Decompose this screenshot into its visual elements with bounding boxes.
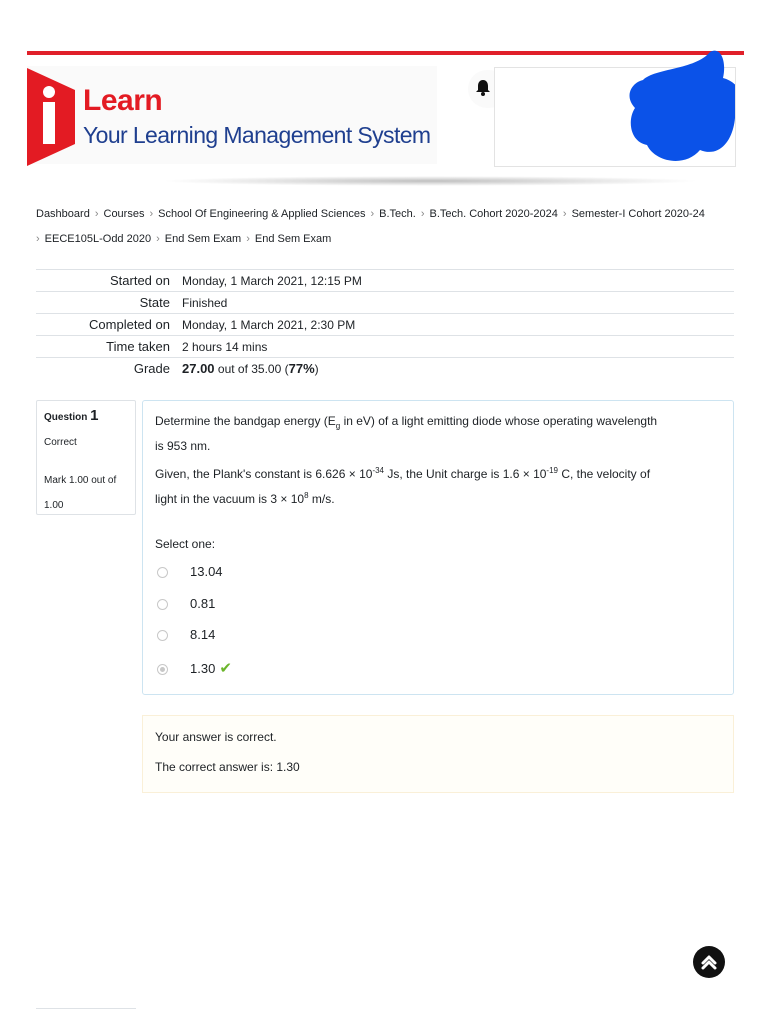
summary-row-time (36, 336, 734, 358)
breadcrumb-item[interactable]: End Sem Exam (164, 233, 242, 245)
option-label: 1.30 (190, 661, 216, 676)
breadcrumb-item[interactable]: Dashboard (36, 208, 90, 220)
header-shadow (160, 176, 700, 186)
question-number-value: 1 (90, 407, 99, 424)
chevron-right-icon: › (370, 208, 375, 220)
chevron-right-icon: › (149, 208, 154, 220)
grade-out-of: out of 35.00 ( (217, 362, 289, 376)
exponent: 8 (304, 491, 309, 500)
summary-row-completed (36, 314, 734, 336)
redaction-scribble (495, 50, 735, 170)
completed-label: Completed on (36, 314, 182, 336)
question-text-line2: is 953 nm. (155, 439, 211, 453)
chevron-right-icon: › (94, 208, 99, 220)
question-mark: Mark 1.00 out of 1.00 (44, 475, 117, 511)
given-text: light in the vacuum is 3 × 10 (155, 492, 305, 506)
select-prompt: Select one: (155, 537, 216, 551)
breadcrumb (36, 202, 736, 252)
subscript-g: g (335, 421, 341, 431)
summary-row-state (36, 292, 734, 314)
breadcrumb-item[interactable]: School Of Engineering & Applied Sciences (158, 208, 366, 220)
exponent: -19 (546, 466, 558, 475)
back-to-top-button[interactable] (693, 946, 725, 978)
question-text-line1 (155, 414, 657, 430)
chevron-right-icon: › (562, 208, 567, 220)
answer-option[interactable] (157, 627, 215, 642)
question-number (44, 407, 98, 424)
grade-close: ) (314, 362, 319, 376)
chevron-right-icon: › (36, 233, 40, 245)
radio-button[interactable] (157, 599, 168, 610)
feedback-panel (142, 715, 734, 793)
radio-button-selected[interactable] (157, 664, 168, 675)
chevron-right-icon: › (420, 208, 425, 220)
radio-button[interactable] (157, 630, 168, 641)
grade-percent: 77% (288, 361, 315, 376)
user-menu[interactable] (494, 67, 736, 167)
breadcrumb-item: End Sem Exam (254, 233, 332, 245)
started-label: Started on (36, 270, 182, 292)
option-label: 13.04 (190, 564, 223, 579)
logo-wordmark: Learn (83, 84, 163, 117)
time-taken-label: Time taken (36, 336, 182, 358)
question-state: Correct (44, 437, 77, 448)
question-label: Question (44, 412, 88, 423)
feedback-correct-answer: The correct answer is: 1.30 (155, 760, 300, 774)
bell-icon (475, 79, 491, 96)
feedback-result: Your answer is correct. (155, 730, 277, 744)
question-content (142, 400, 734, 695)
completed-value: Monday, 1 March 2021, 2:30 PM (182, 314, 734, 336)
grade-score: 27.00 (182, 361, 215, 376)
chevron-right-icon: › (156, 233, 160, 245)
option-label: 8.14 (190, 627, 216, 642)
question-text: in eV) of a light emitting diode whose operating wavelength (340, 414, 658, 428)
breadcrumb-item[interactable]: B.Tech. Cohort 2020-2024 (429, 208, 558, 220)
site-logo[interactable] (27, 66, 437, 164)
exponent: -34 (372, 466, 384, 475)
given-text: Js, the Unit charge is 1.6 × 10 (384, 467, 547, 481)
started-value: Monday, 1 March 2021, 12:15 PM (182, 270, 734, 292)
footer-divider (36, 1008, 136, 1009)
logo-mark-icon (27, 68, 77, 166)
breadcrumb-item[interactable]: Courses (103, 208, 145, 220)
time-taken-value: 2 hours 14 mins (182, 336, 734, 358)
answer-option[interactable] (157, 564, 223, 579)
attempt-summary-table (36, 269, 734, 379)
given-line2 (155, 491, 335, 506)
chevron-right-icon: › (246, 233, 250, 245)
summary-row-started (36, 270, 734, 292)
check-icon: ✔ (219, 660, 232, 677)
option-label: 0.81 (190, 596, 216, 611)
given-text: Given, the Plank's constant is 6.626 × 10 (155, 467, 373, 481)
chevron-up-icon (700, 953, 718, 971)
answer-option[interactable] (157, 596, 215, 611)
grade-value (182, 358, 734, 380)
state-label: State (36, 292, 182, 314)
given-line1 (155, 466, 650, 481)
question-text: Determine the bandgap energy (E (155, 414, 336, 428)
breadcrumb-item[interactable]: Semester-I Cohort 2020-24 (571, 208, 705, 220)
breadcrumb-item[interactable]: B.Tech. (379, 208, 416, 220)
given-text: m/s. (308, 492, 335, 506)
question-info-panel (36, 400, 136, 515)
logo-tagline: Your Learning Management System (83, 122, 431, 148)
grade-label: Grade (36, 358, 182, 380)
state-value: Finished (182, 292, 734, 314)
breadcrumb-item[interactable]: EECE105L-Odd 2020 (44, 233, 152, 245)
radio-button[interactable] (157, 567, 168, 578)
summary-row-grade (36, 358, 734, 380)
given-text: C, the velocity of (557, 467, 651, 481)
answer-option-selected[interactable] (157, 659, 232, 677)
